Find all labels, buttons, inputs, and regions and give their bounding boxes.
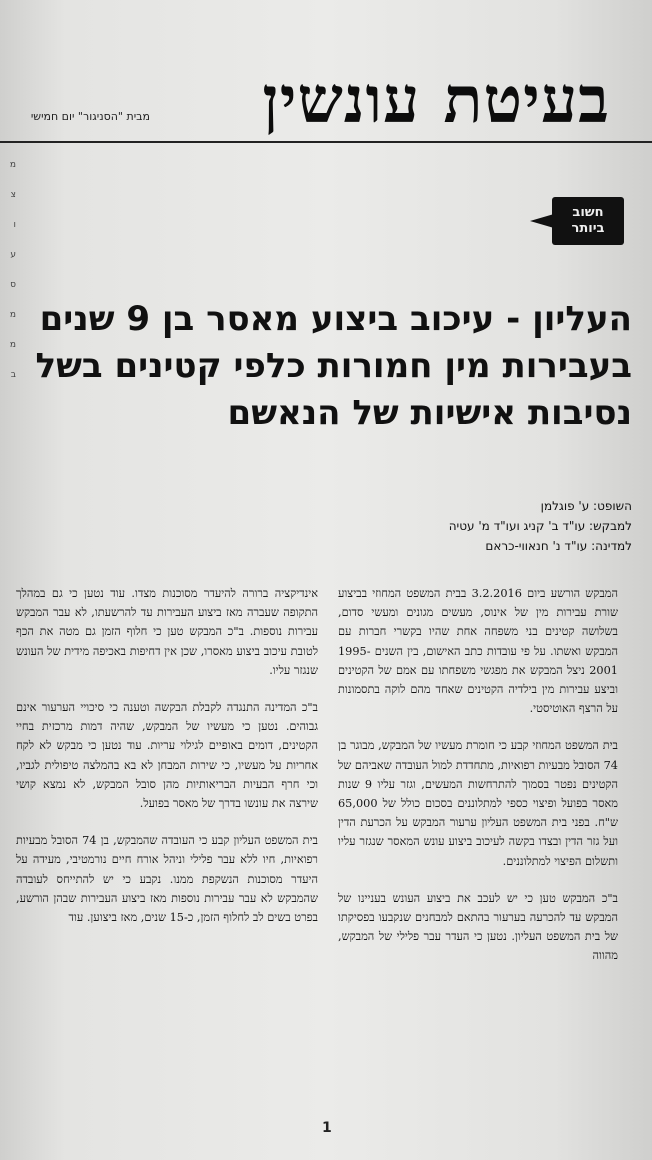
margin-fragment: ע <box>10 250 16 260</box>
article-headline: העליון - עיכוב ביצוע מאסר בן 9 שנים בעבירות מין חמורות כלפי קטינים בשל נסיבות אישיות של הנאשם <box>35 299 632 433</box>
margin-fragment: ס <box>10 280 16 290</box>
header-divider <box>0 141 652 143</box>
credit-petitioner: למבקש: עו"ד ב' קניג ועו"ד מ' עטיה <box>448 519 632 533</box>
credit-state: למדינה: עו"ד נ' חנאווי-כראם <box>485 539 632 553</box>
badge-line-1: חשוב <box>572 205 604 220</box>
article-paragraph: ב"כ המדינה התנגדה לקבלת הבקשה וטענה כי סיכויי הערעור אינם גבוהים. נטען כי מעשיו של המבקש, שהיה דמות מרכזית בחיי הקטינים, דומים באופיים לגילוי עריות. עוד נטען כי מבקש לא לקח אחריות על מעשיו, כי שירות המבחן לא בא בהמלצה טיפולית לגביו, וכי חרף הבעיות הבריאותיות מהן סובל המבקש, לא נמצא קושי שירצה את עונשו בדרך של מאסר בפועל. <box>16 701 318 811</box>
badge-line-2: ביותר <box>571 221 605 236</box>
article-column-left <box>16 584 318 945</box>
article-column-right <box>338 584 618 984</box>
margin-fragment: ב <box>10 370 16 380</box>
margin-fragment: מ <box>9 340 16 350</box>
article-paragraph: ב"כ המבקש טען כי יש לעכב את ביצוע העונש בעניינו של המבקש עד להכרעה בערעור בהתאם למבחנים שנקבעו בפסיקתו של בית המשפט העליון. נטען כי העדר עבר פלילי של המבקש, מהווה <box>338 891 618 963</box>
margin-fragment: צ <box>10 190 16 200</box>
margin-fragment: מ <box>9 160 16 170</box>
important-badge <box>530 197 636 245</box>
margin-fragments <box>2 150 16 390</box>
credit-judge: השופט: ע' פוגלמן <box>540 499 632 513</box>
badge-label <box>552 197 624 245</box>
badge-pointer <box>530 214 554 228</box>
article-credits <box>300 496 632 556</box>
article-paragraph: אינדיקציה ברורה להיעדר מסוכנות מצדו. עוד נטען כי גם במהלך התקופה שעברה מאז ביצוע העבירות עד להרשעתו, לא עבר המבקש עבירות נוספות. ב"כ המבקש טען כי חלוף הזמן גם מטה את הכף לטובת עיכוב ביצוע מאסרו, שכן אין דחיפות באכיפה מידית של העונש שנגזר עליו. <box>16 587 318 677</box>
margin-fragment: מ <box>9 310 16 320</box>
article-paragraph: בית המשפט העליון קבע כי העובדה שהמבקש, בן 74 הסובל מבעיות רפואיות, חיו ללא עבר פלילי וניהל אורח חיים נורמטיבי, מעידה על היעדר מסוכנות הנשקפת ממנו. נקבע כי יש להתייחס לעובדה שהמבקש לא עבר עבירות נוספות מאז ביצוע העבירות שבהן הורשע, בפרט בשים לב לחלוף הזמן, כ-15 שנים, מאז ביצוען. עוד <box>16 834 318 925</box>
article-paragraph: בית המשפט המחוזי קבע כי חומרת מעשיו של המבקש, מבוגר בן 74 הסובל מבעיות רפואיות, מתחדדת למול העובדה שאביהם של הקטינים נפטר בסמוך להתרחשות המעשים, וגזר עליו 9 שנות מאסר בפועל ופיצוי כספי למתלוננים בסכום כולל של 65,000 ש"ח. בפני בית המשפט העליון ערעור המבקש על הכרעת הדין ועל גזר הדין ובצדו בקשה לעיכוב ביצוע עונש המאסר שנגזר עליו ותשלום הפיצוי למתלוננים. <box>338 739 618 868</box>
masthead-title: בעיטת עונשין <box>262 63 610 138</box>
margin-fragment: ו <box>13 220 16 230</box>
article-paragraph: המבקש הורשע ביום 3.2.2016 בבית המשפט המחוזי בביצוע שורת עבירות מין של אינוס, מעשים מגונים ומעשי סדום, בשלושה קטינים בני משפחה אחת שהיו בקשרי חברות עם המבקש ואשתו. על פי עובדות כתב האישום, בין השנים 1995-2001 ניצל המבקש את מפגשי משפחתו עם אמם של הקטינים וביצע עבירות מין בילדיה הקטינים שאחד מהם לוקה בתסמונות על הרצף האוטיסטי. <box>338 587 618 716</box>
masthead-subline: מבית "הסניגור" יום חמישי <box>30 110 150 123</box>
page-number: 1 <box>322 1120 332 1136</box>
